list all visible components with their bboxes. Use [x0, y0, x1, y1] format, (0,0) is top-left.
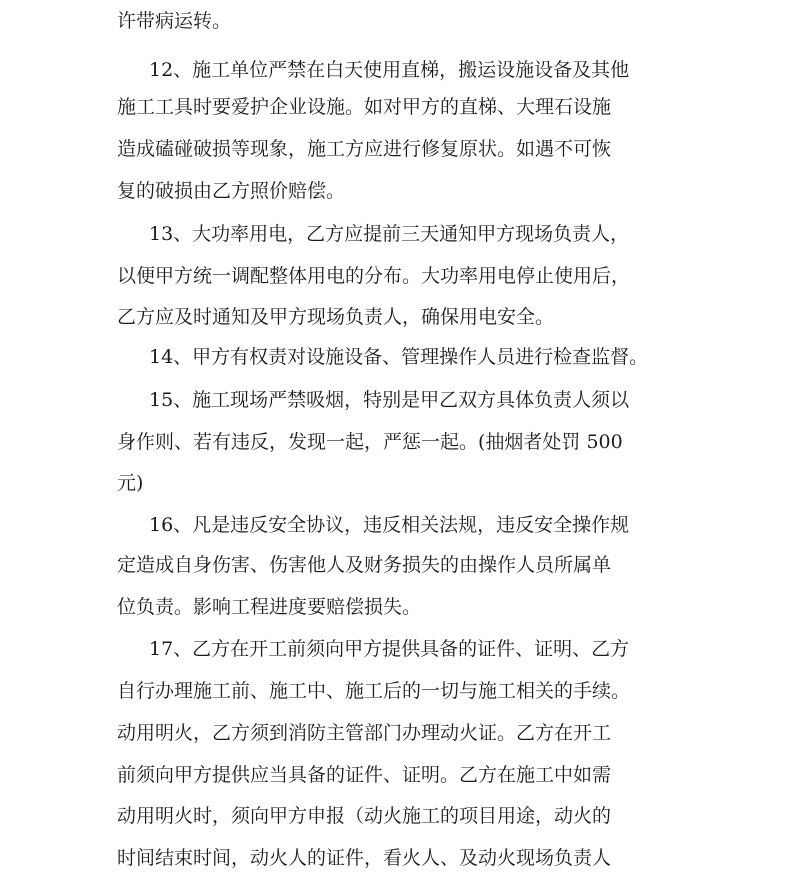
text-line: 动用明火，乙方须到消防主管部门办理动火证。乙方在开工 — [117, 722, 612, 744]
text-line: 施工工具时要爱护企业设施。如对甲方的直梯、大理石设施 — [117, 96, 612, 118]
text-line: 定造成自身伤害、伤害他人及财务损失的由操作人员所属单 — [117, 554, 612, 576]
text-line: 元) — [117, 472, 144, 494]
text-line: 造成磕碰破损等现象，施工方应进行修复原状。如遇不可恢 — [117, 138, 612, 160]
text-line: 位负责。影响工程进度要赔偿损失。 — [117, 596, 422, 618]
clause-17-line: 17、乙方在开工前须向甲方提供具备的证件、证明、乙方 — [149, 638, 630, 660]
text-line: 身作则、若有违反，发现一起，严惩一起。(抽烟者处罚 500 — [117, 431, 623, 453]
text-line: 以便甲方统一调配整体用电的分布。大功率用电停止使用后， — [117, 265, 631, 287]
clause-13-line: 13、大功率用电，乙方应提前三天通知甲方现场负责人， — [149, 223, 630, 245]
text-line: 乙方应及时通知及甲方现场负责人，确保用电安全。 — [117, 306, 555, 328]
text-line: 时间结束时间，动火人的证件，看火人、及动火现场负责人 — [117, 847, 612, 869]
text-line: 自行办理施工前、施工中、施工后的一切与施工相关的手续。 — [117, 680, 631, 702]
clause-12-line: 12、施工单位严禁在白天使用直梯，搬运设施设备及其他 — [149, 59, 630, 81]
text-line: 前须向甲方提供应当具备的证件、证明。乙方在施工中如需 — [117, 764, 612, 786]
text-line: 许带病运转。 — [117, 10, 232, 32]
text-line: 动用明火时，须向甲方申报（动火施工的项目用途，动火的 — [117, 805, 612, 827]
clause-16-line: 16、凡是违反安全协议，违反相关法规，违反安全操作规 — [149, 514, 630, 536]
clause-15-line: 15、施工现场严禁吸烟，特别是甲乙双方具体负责人须以 — [149, 389, 630, 411]
text-line: 复的破损由乙方照价赔偿。 — [117, 180, 346, 202]
clause-14-line: 14、甲方有权责对设施设备、管理操作人员进行检查监督。 — [149, 346, 649, 368]
